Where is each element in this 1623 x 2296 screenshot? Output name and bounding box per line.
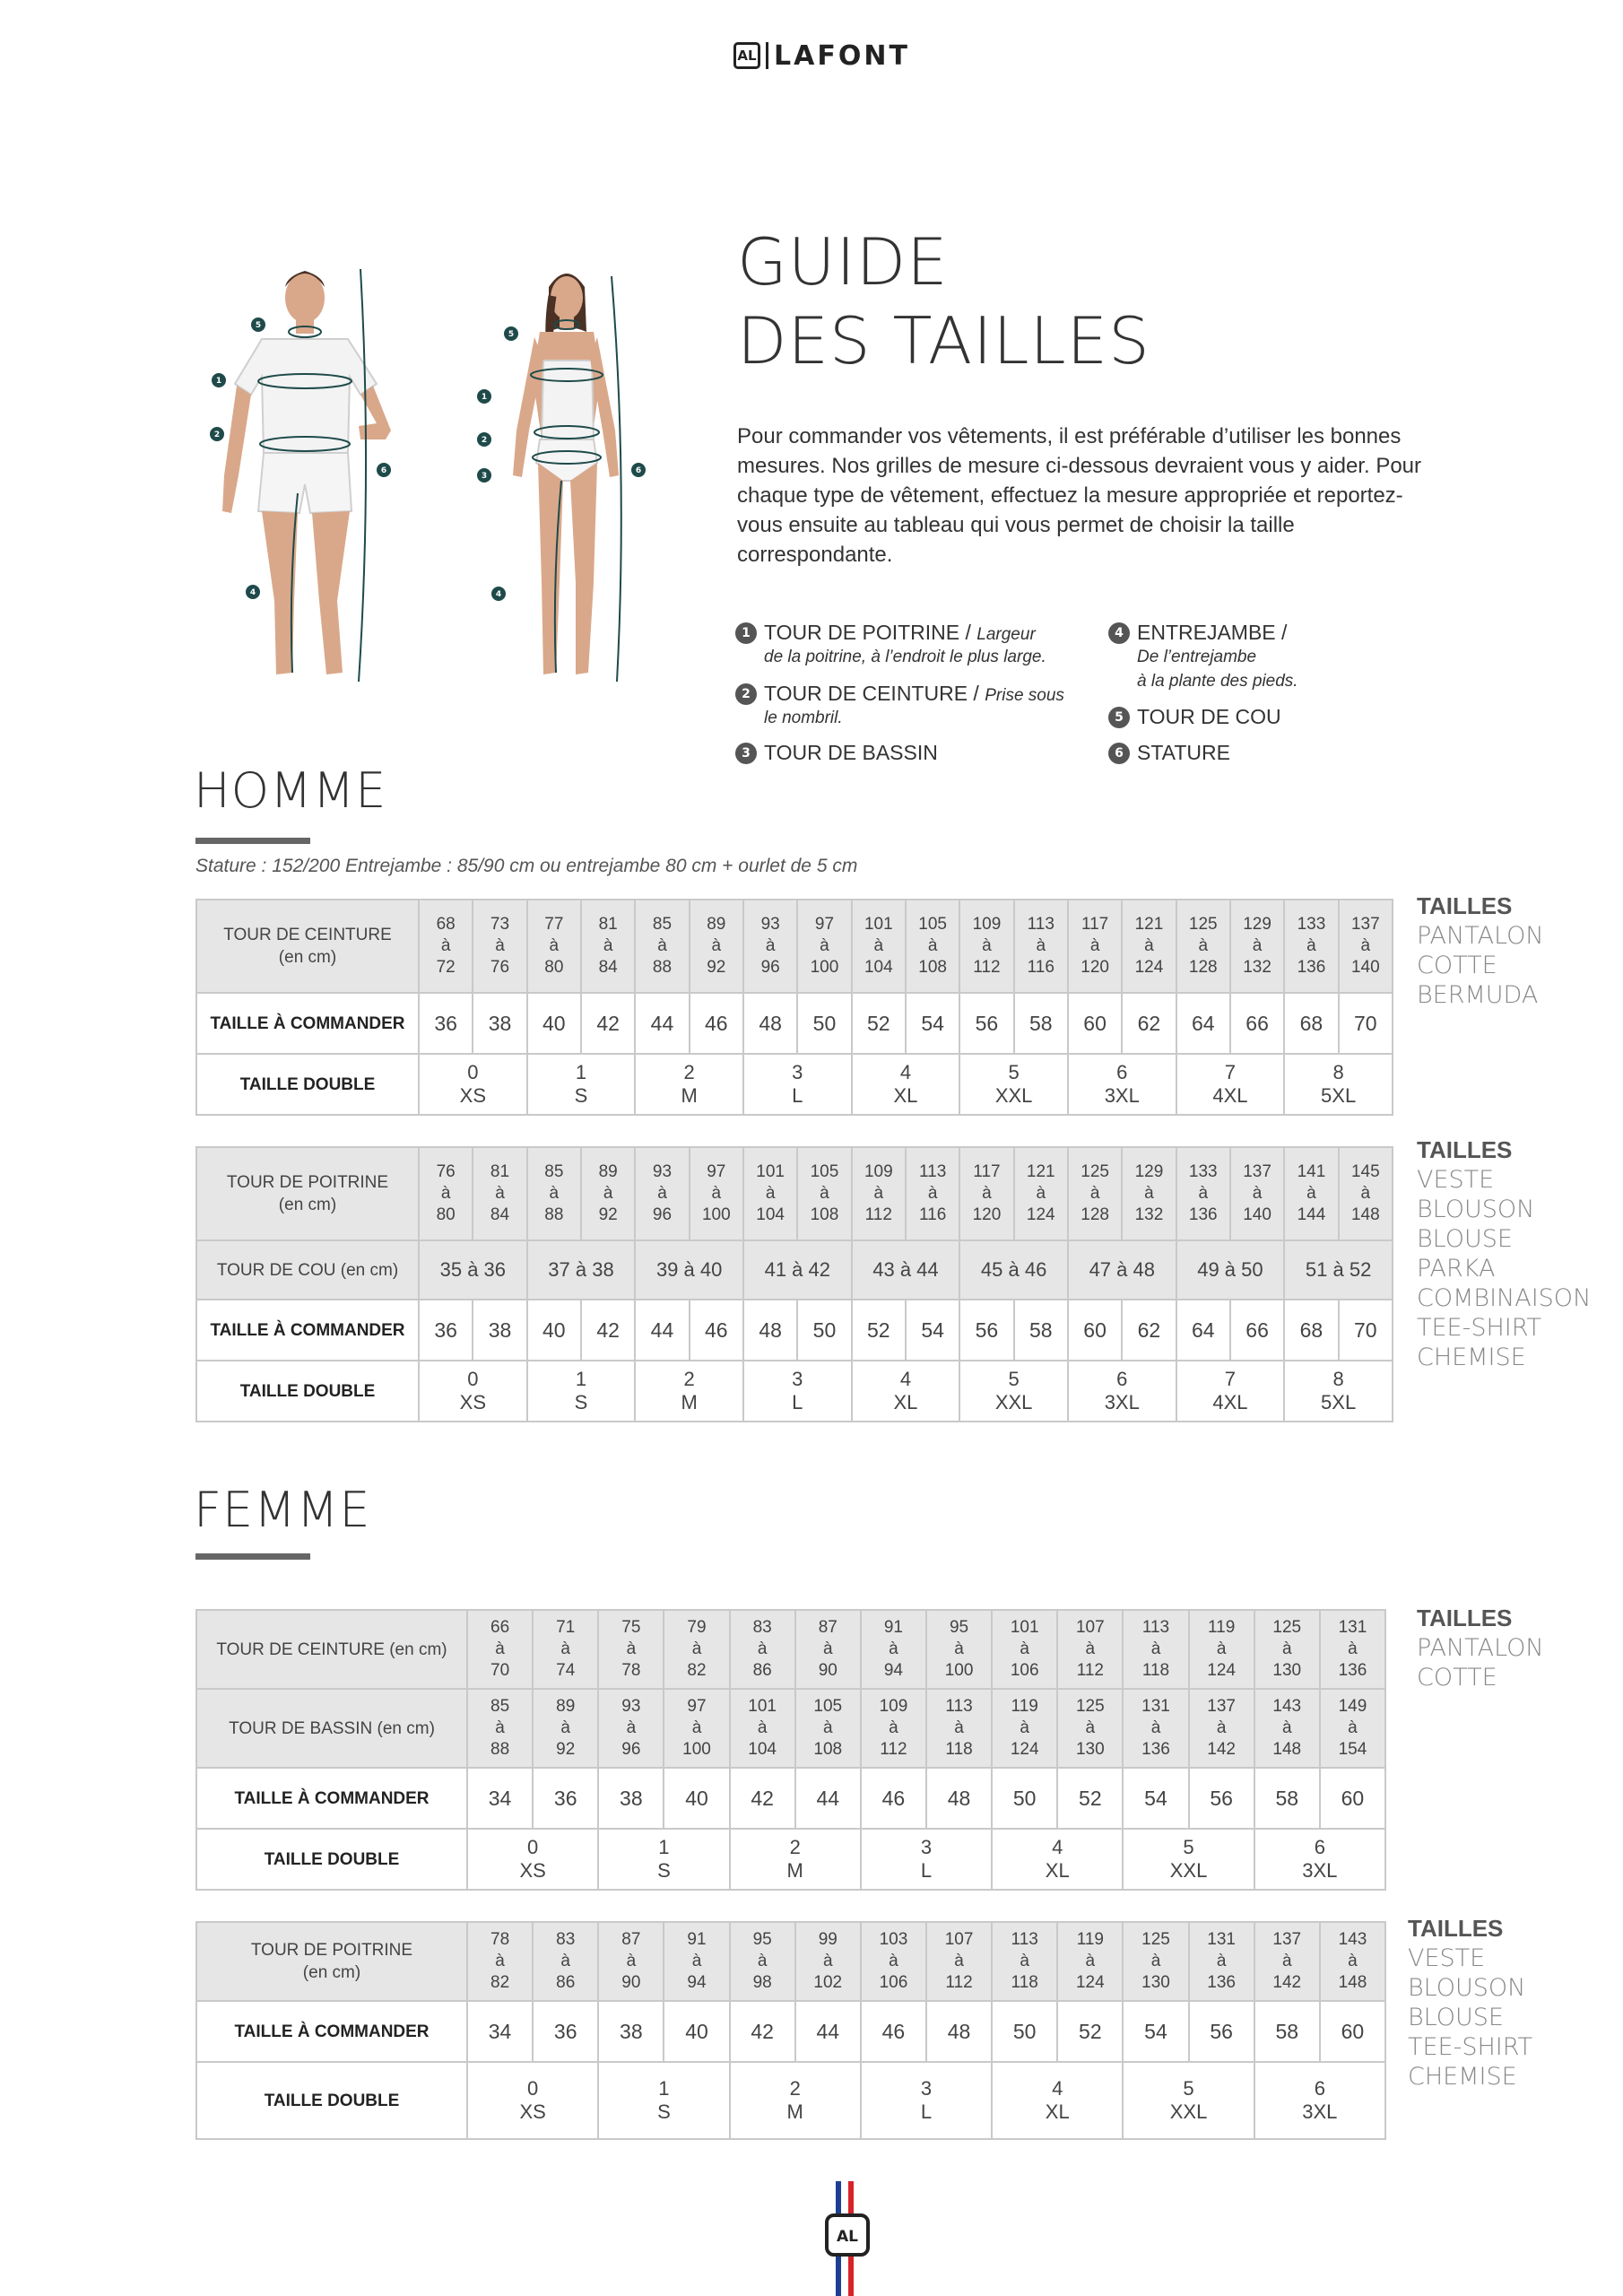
- woman-marker-3: 3: [481, 472, 488, 481]
- section-title-femme: FEMME: [194, 1482, 371, 1538]
- table-cell: 5 XXL: [1123, 1829, 1254, 1890]
- table-cell: 40: [664, 2001, 729, 2062]
- woman-marker-5: 5: [508, 330, 515, 339]
- table-cell: 4 XL: [852, 1361, 960, 1422]
- footer-logo-icon: [825, 2181, 870, 2296]
- garment-type: TEE-SHIRT: [1408, 2033, 1533, 2061]
- legend-number-icon: 6: [1108, 743, 1130, 764]
- table-cell: 91 à 94: [861, 1610, 926, 1689]
- woman-marker-1: 1: [481, 393, 488, 402]
- table-cell: 3 L: [861, 1829, 992, 1890]
- table-cell: 113 à 118: [1123, 1610, 1188, 1689]
- table-cell: 44: [795, 2001, 861, 2062]
- garment-list-heading: TAILLES: [1417, 1605, 1513, 1631]
- table-cell: 7 4XL: [1176, 1361, 1285, 1422]
- table-cell: 38: [473, 1300, 526, 1361]
- table-cell: 97 à 100: [797, 900, 851, 993]
- table-cell: 56: [959, 993, 1013, 1054]
- table-cell: 34: [467, 2001, 533, 2062]
- legend-number-icon: 2: [735, 683, 757, 705]
- table-cell: 6 3XL: [1068, 1054, 1176, 1115]
- table-cell: 1 S: [598, 1829, 729, 1890]
- row-label: TOUR DE BASSIN (en cm): [196, 1689, 467, 1768]
- garment-type: CHEMISE: [1417, 1344, 1526, 1371]
- garment-type: VESTE: [1408, 1944, 1486, 1972]
- page-title-line1: GUIDE: [737, 224, 949, 300]
- table-cell: 66: [1230, 1300, 1284, 1361]
- legend-item-3: [735, 741, 1094, 765]
- femme-garment-list-1: [1417, 1604, 1544, 1692]
- table-cell: 89 à 92: [690, 900, 743, 993]
- table-cell: 52: [852, 1300, 906, 1361]
- table-cell: 46: [861, 1768, 926, 1829]
- table-cell: 40: [527, 993, 581, 1054]
- woman-marker-4: 4: [495, 590, 502, 599]
- garment-type: PANTALON: [1417, 922, 1544, 950]
- table-cell: 105 à 108: [797, 1147, 851, 1240]
- legend-number-icon: 4: [1108, 622, 1130, 644]
- table-cell: 3 L: [743, 1361, 852, 1422]
- table-cell: 133 à 136: [1284, 900, 1338, 993]
- table-cell: 66: [1230, 993, 1284, 1054]
- femme-table-waist-hips: [195, 1609, 1386, 1891]
- table-cell: 81 à 84: [473, 1147, 526, 1240]
- table-row: [196, 1768, 1385, 1829]
- table-cell: 4 XL: [992, 1829, 1123, 1890]
- table-cell: 50: [797, 1300, 851, 1361]
- brand-mark-icon: AL: [733, 42, 760, 69]
- table-row: [196, 1829, 1385, 1890]
- table-cell: 143 à 148: [1254, 1689, 1320, 1768]
- table-cell: 42: [581, 993, 635, 1054]
- table-cell: 113 à 118: [926, 1689, 992, 1768]
- table-cell: 2 M: [730, 1829, 861, 1890]
- table-cell: 78 à 82: [467, 1922, 533, 2001]
- table-cell: 2 M: [730, 2062, 861, 2139]
- table-cell: 129 à 132: [1122, 1147, 1176, 1240]
- table-cell: 125 à 128: [1176, 900, 1230, 993]
- row-label: TOUR DE COU (en cm): [196, 1240, 419, 1300]
- table-cell: 91 à 94: [664, 1922, 729, 2001]
- table-cell: 5 XXL: [1123, 2062, 1254, 2139]
- table-cell: 83 à 86: [533, 1922, 598, 2001]
- table-cell: 56: [959, 1300, 1013, 1361]
- table-cell: 103 à 106: [861, 1922, 926, 2001]
- table-cell: 42: [730, 1768, 795, 1829]
- garment-type: VESTE: [1417, 1166, 1495, 1194]
- table-cell: 113 à 116: [1014, 900, 1068, 993]
- man-marker-5: 5: [255, 321, 262, 330]
- table-cell: 6 3XL: [1254, 1829, 1385, 1890]
- table-cell: 119 à 124: [1057, 1922, 1123, 2001]
- table-cell: 41 à 42: [743, 1240, 852, 1300]
- table-cell: 58: [1254, 2001, 1320, 2062]
- stature-note: Stature : 152/200 Entrejambe : 85/90 cm ou entrejambe 80 cm + ourlet de 5 cm: [195, 856, 858, 876]
- legend-item-1: [735, 621, 1094, 669]
- table-cell: 85 à 88: [635, 900, 689, 993]
- table-row: [196, 2001, 1385, 2062]
- legend-number-icon: 1: [735, 622, 757, 644]
- table-cell: 95 à 100: [926, 1610, 992, 1689]
- table-row: [196, 1610, 1385, 1689]
- table-cell: 87 à 90: [795, 1610, 861, 1689]
- table-cell: 85 à 88: [467, 1689, 533, 1768]
- table-cell: 101 à 104: [730, 1689, 795, 1768]
- table-cell: 52: [1057, 1768, 1123, 1829]
- garment-list-heading: TAILLES: [1417, 1136, 1513, 1163]
- man-figure: [188, 260, 421, 709]
- page-title: [737, 222, 1150, 380]
- table-cell: 50: [797, 993, 851, 1054]
- table-cell: 83 à 86: [730, 1610, 795, 1689]
- homme-table-waist: [195, 899, 1393, 1116]
- table-row: [196, 1054, 1393, 1115]
- table-cell: 89 à 92: [533, 1689, 598, 1768]
- table-cell: 40: [664, 1768, 729, 1829]
- garment-type: BLOUSON: [1417, 1196, 1535, 1223]
- table-cell: 87 à 90: [598, 1922, 664, 2001]
- table-cell: 6 3XL: [1068, 1361, 1176, 1422]
- table-cell: 76 à 80: [419, 1147, 473, 1240]
- table-cell: 109 à 112: [852, 1147, 906, 1240]
- woman-marker-6: 6: [635, 466, 642, 475]
- man-marker-2: 2: [213, 430, 221, 439]
- garment-list-heading: TAILLES: [1417, 892, 1513, 919]
- table-cell: 37 à 38: [527, 1240, 636, 1300]
- table-cell: 60: [1320, 1768, 1385, 1829]
- garment-type: BLOUSE: [1408, 2004, 1504, 2031]
- table-cell: 68 à 72: [419, 900, 473, 993]
- table-cell: 70: [1339, 993, 1393, 1054]
- table-cell: 137 à 142: [1189, 1689, 1254, 1768]
- table-cell: 1 S: [598, 2062, 729, 2139]
- table-cell: 60: [1320, 2001, 1385, 2062]
- legend-label: STATURE: [1137, 741, 1230, 764]
- table-cell: 56: [1189, 1768, 1254, 1829]
- table-cell: 44: [795, 1768, 861, 1829]
- table-cell: 5 XXL: [959, 1361, 1068, 1422]
- table-cell: 58: [1254, 1768, 1320, 1829]
- table-cell: 49 à 50: [1176, 1240, 1285, 1300]
- table-cell: 36: [533, 2001, 598, 2062]
- legend-item-6: [1108, 741, 1449, 765]
- table-cell: 42: [581, 1300, 635, 1361]
- table-cell: 0 XS: [467, 2062, 598, 2139]
- row-label: TOUR DE POITRINE (en cm): [196, 1922, 467, 2001]
- man-marker-4: 4: [249, 588, 256, 597]
- table-row: [196, 1689, 1385, 1768]
- table-row: [196, 1922, 1385, 2001]
- table-cell: 137 à 142: [1254, 1922, 1320, 2001]
- table-cell: 71 à 74: [533, 1610, 598, 1689]
- row-label: TOUR DE CEINTURE (en cm): [196, 1610, 467, 1689]
- table-cell: 0 XS: [467, 1829, 598, 1890]
- table-cell: 107 à 112: [926, 1922, 992, 2001]
- brand-separator: [766, 42, 768, 69]
- table-cell: 93 à 96: [635, 1147, 689, 1240]
- garment-type: BLOUSE: [1417, 1225, 1513, 1253]
- table-cell: 131 à 136: [1189, 1922, 1254, 2001]
- legend-item-2: [735, 682, 1094, 730]
- table-cell: 60: [1068, 1300, 1122, 1361]
- garment-type: CHEMISE: [1408, 2063, 1517, 2091]
- table-cell: 79 à 82: [664, 1610, 729, 1689]
- table-row: [196, 1147, 1393, 1240]
- table-cell: 36: [419, 993, 473, 1054]
- table-cell: 54: [1123, 1768, 1188, 1829]
- table-cell: 133 à 136: [1176, 1147, 1230, 1240]
- garment-type: TEE-SHIRT: [1417, 1314, 1542, 1342]
- table-cell: 68: [1284, 993, 1338, 1054]
- man-marker-6: 6: [380, 466, 387, 475]
- row-label: TOUR DE POITRINE (en cm): [196, 1147, 419, 1240]
- table-cell: 93 à 96: [743, 900, 797, 993]
- table-cell: 125 à 130: [1057, 1689, 1123, 1768]
- table-cell: 109 à 112: [861, 1689, 926, 1768]
- homme-table-chest: [195, 1146, 1393, 1422]
- table-cell: 125 à 130: [1123, 1922, 1188, 2001]
- table-cell: 145 à 148: [1339, 1147, 1393, 1240]
- table-cell: 36: [419, 1300, 473, 1361]
- table-cell: 0 XS: [419, 1054, 527, 1115]
- garment-type: COMBINAISON: [1417, 1284, 1592, 1312]
- row-label: TAILLE DOUBLE: [196, 1361, 419, 1422]
- table-cell: 36: [533, 1768, 598, 1829]
- table-cell: 125 à 128: [1068, 1147, 1122, 1240]
- table-cell: 129 à 132: [1230, 900, 1284, 993]
- table-cell: 54: [906, 993, 959, 1054]
- page-title-line2: DES TAILLES: [737, 303, 1150, 378]
- table-row: [196, 993, 1393, 1054]
- table-cell: 131 à 136: [1320, 1610, 1385, 1689]
- table-cell: 109 à 112: [959, 900, 1013, 993]
- table-cell: 97 à 100: [690, 1147, 743, 1240]
- legend-number-icon: 5: [1108, 707, 1130, 728]
- intro-paragraph: Pour commander vos vêtements, il est préférable d’utiliser les bonnes mesures. Nos grilles de mesure ci-dessous devraient vous y aider. Pour chaque type de vêtement, effectuez la mesure appropriée et reportez-vous ensuite au tableau qui vous permet de choisir la taille correspondante.: [737, 424, 1422, 567]
- table-cell: 89 à 92: [581, 1147, 635, 1240]
- table-cell: 8 5XL: [1284, 1054, 1393, 1115]
- table-cell: 62: [1122, 993, 1176, 1054]
- table-cell: 117 à 120: [1068, 900, 1122, 993]
- table-cell: 101 à 104: [852, 900, 906, 993]
- table-cell: 52: [852, 993, 906, 1054]
- table-cell: 35 à 36: [419, 1240, 527, 1300]
- table-cell: 42: [730, 2001, 795, 2062]
- table-cell: 117 à 120: [959, 1147, 1013, 1240]
- garment-type: COTTE: [1417, 1664, 1497, 1692]
- row-label: TAILLE DOUBLE: [196, 1054, 419, 1115]
- table-cell: 64: [1176, 1300, 1230, 1361]
- table-cell: 7 4XL: [1176, 1054, 1285, 1115]
- table-cell: 105 à 108: [906, 900, 959, 993]
- table-cell: 48: [743, 993, 797, 1054]
- woman-marker-2: 2: [481, 436, 488, 445]
- table-cell: 40: [527, 1300, 581, 1361]
- table-cell: 48: [926, 1768, 992, 1829]
- table-cell: 38: [598, 1768, 664, 1829]
- table-cell: 95 à 98: [730, 1922, 795, 2001]
- table-cell: 77 à 80: [527, 900, 581, 993]
- table-row: [196, 2062, 1385, 2139]
- legend-desc-line: de la poitrine, à l’endroit le plus large.: [764, 648, 1046, 666]
- table-cell: 68: [1284, 1300, 1338, 1361]
- table-cell: 64: [1176, 993, 1230, 1054]
- legend-desc-line: à la plante des pieds.: [1137, 672, 1298, 691]
- legend-label: TOUR DE BASSIN: [764, 741, 938, 764]
- garment-type: COTTE: [1417, 952, 1497, 979]
- table-cell: 43 à 44: [852, 1240, 960, 1300]
- table-cell: 58: [1014, 1300, 1068, 1361]
- table-cell: 5 XXL: [959, 1054, 1068, 1115]
- table-cell: 0 XS: [419, 1361, 527, 1422]
- table-row: [196, 1240, 1393, 1300]
- legend-item-4: [1108, 621, 1449, 693]
- table-row: [196, 1361, 1393, 1422]
- section-divider: [195, 838, 310, 844]
- homme-garment-list-1: [1417, 891, 1544, 1010]
- row-label: TAILLE DOUBLE: [196, 2062, 467, 2139]
- table-cell: 121 à 124: [1014, 1147, 1068, 1240]
- table-cell: 66 à 70: [467, 1610, 533, 1689]
- table-cell: 4 XL: [852, 1054, 960, 1115]
- table-cell: 107 à 112: [1057, 1610, 1123, 1689]
- table-cell: 3 L: [861, 2062, 992, 2139]
- table-cell: 48: [926, 2001, 992, 2062]
- table-cell: 75 à 78: [598, 1610, 664, 1689]
- table-cell: 50: [992, 2001, 1057, 2062]
- legend-item-5: [1108, 705, 1449, 729]
- table-cell: 6 3XL: [1254, 2062, 1385, 2139]
- section-title-homme: HOMME: [194, 762, 387, 819]
- legend-label: TOUR DE POITRINE /: [764, 621, 977, 644]
- table-cell: 101 à 106: [992, 1610, 1057, 1689]
- table-cell: 3 L: [743, 1054, 852, 1115]
- table-cell: 50: [992, 1768, 1057, 1829]
- table-cell: 113 à 116: [906, 1147, 959, 1240]
- footer-mark: AL: [837, 2228, 858, 2246]
- table-cell: 44: [635, 1300, 689, 1361]
- table-cell: 4 XL: [992, 2062, 1123, 2139]
- femme-garment-list-2: [1408, 1914, 1532, 2092]
- legend-label: ENTREJAMBE /: [1137, 621, 1288, 644]
- table-cell: 99 à 102: [795, 1922, 861, 2001]
- table-cell: 1 S: [527, 1054, 636, 1115]
- table-cell: 46: [861, 2001, 926, 2062]
- table-cell: 1 S: [527, 1361, 636, 1422]
- legend-desc: Prise sous: [985, 686, 1064, 705]
- table-cell: 34: [467, 1768, 533, 1829]
- table-cell: 149 à 154: [1320, 1689, 1385, 1768]
- table-cell: 105 à 108: [795, 1689, 861, 1768]
- row-label: TAILLE À COMMANDER: [196, 2001, 467, 2062]
- man-marker-1: 1: [215, 377, 222, 386]
- table-cell: 44: [635, 993, 689, 1054]
- table-cell: 143 à 148: [1320, 1922, 1385, 2001]
- table-cell: 141 à 144: [1284, 1147, 1338, 1240]
- table-cell: 54: [906, 1300, 959, 1361]
- brand-name: LAFONT: [774, 39, 910, 72]
- homme-garment-list-2: [1417, 1135, 1591, 1372]
- row-label: TAILLE À COMMANDER: [196, 1768, 467, 1829]
- table-cell: 119 à 124: [1189, 1610, 1254, 1689]
- garment-type: PARKA: [1417, 1255, 1496, 1283]
- table-cell: 52: [1057, 2001, 1123, 2062]
- table-cell: 73 à 76: [473, 900, 526, 993]
- table-cell: 2 M: [635, 1054, 743, 1115]
- table-cell: 81 à 84: [581, 900, 635, 993]
- woman-figure: [466, 260, 664, 709]
- brand-logo: [733, 39, 910, 72]
- table-cell: 137 à 140: [1230, 1147, 1284, 1240]
- table-cell: 48: [743, 1300, 797, 1361]
- table-cell: 121 à 124: [1122, 900, 1176, 993]
- table-cell: 137 à 140: [1339, 900, 1393, 993]
- legend-number-icon: 3: [735, 743, 757, 764]
- table-cell: 51 à 52: [1284, 1240, 1393, 1300]
- row-label: TAILLE DOUBLE: [196, 1829, 467, 1890]
- table-cell: 119 à 124: [992, 1689, 1057, 1768]
- row-label: TOUR DE CEINTURE (en cm): [196, 900, 419, 993]
- table-cell: 47 à 48: [1068, 1240, 1176, 1300]
- garment-type: BLOUSON: [1408, 1974, 1526, 2002]
- table-cell: 54: [1123, 2001, 1188, 2062]
- legend-label: TOUR DE CEINTURE /: [764, 682, 985, 705]
- table-cell: 62: [1122, 1300, 1176, 1361]
- legend-desc-line: le nombril.: [764, 709, 843, 727]
- table-cell: 46: [690, 993, 743, 1054]
- table-cell: 60: [1068, 993, 1122, 1054]
- table-cell: 70: [1339, 1300, 1393, 1361]
- table-cell: 46: [690, 1300, 743, 1361]
- legend-desc: Largeur: [976, 625, 1036, 644]
- table-row: [196, 900, 1393, 993]
- row-label: TAILLE À COMMANDER: [196, 993, 419, 1054]
- table-cell: 93 à 96: [598, 1689, 664, 1768]
- table-cell: 113 à 118: [992, 1922, 1057, 2001]
- legend-desc-line: De l’entrejambe: [1137, 648, 1257, 666]
- garment-list-heading: TAILLES: [1408, 1915, 1504, 1942]
- row-label: TAILLE À COMMANDER: [196, 1300, 419, 1361]
- garment-type: PANTALON: [1417, 1634, 1544, 1662]
- table-cell: 85 à 88: [527, 1147, 581, 1240]
- table-row: [196, 1300, 1393, 1361]
- table-cell: 131 à 136: [1123, 1689, 1188, 1768]
- table-cell: 45 à 46: [959, 1240, 1068, 1300]
- legend-label: TOUR DE COU: [1137, 705, 1281, 728]
- section-divider: [195, 1553, 310, 1560]
- table-cell: 38: [473, 993, 526, 1054]
- table-cell: 97 à 100: [664, 1689, 729, 1768]
- table-cell: 38: [598, 2001, 664, 2062]
- table-cell: 39 à 40: [635, 1240, 743, 1300]
- table-cell: 56: [1189, 2001, 1254, 2062]
- femme-table-chest: [195, 1921, 1386, 2140]
- table-cell: 2 M: [635, 1361, 743, 1422]
- table-cell: 125 à 130: [1254, 1610, 1320, 1689]
- table-cell: 8 5XL: [1284, 1361, 1393, 1422]
- table-cell: 101 à 104: [743, 1147, 797, 1240]
- table-cell: 58: [1014, 993, 1068, 1054]
- garment-type: BERMUDA: [1417, 981, 1539, 1009]
